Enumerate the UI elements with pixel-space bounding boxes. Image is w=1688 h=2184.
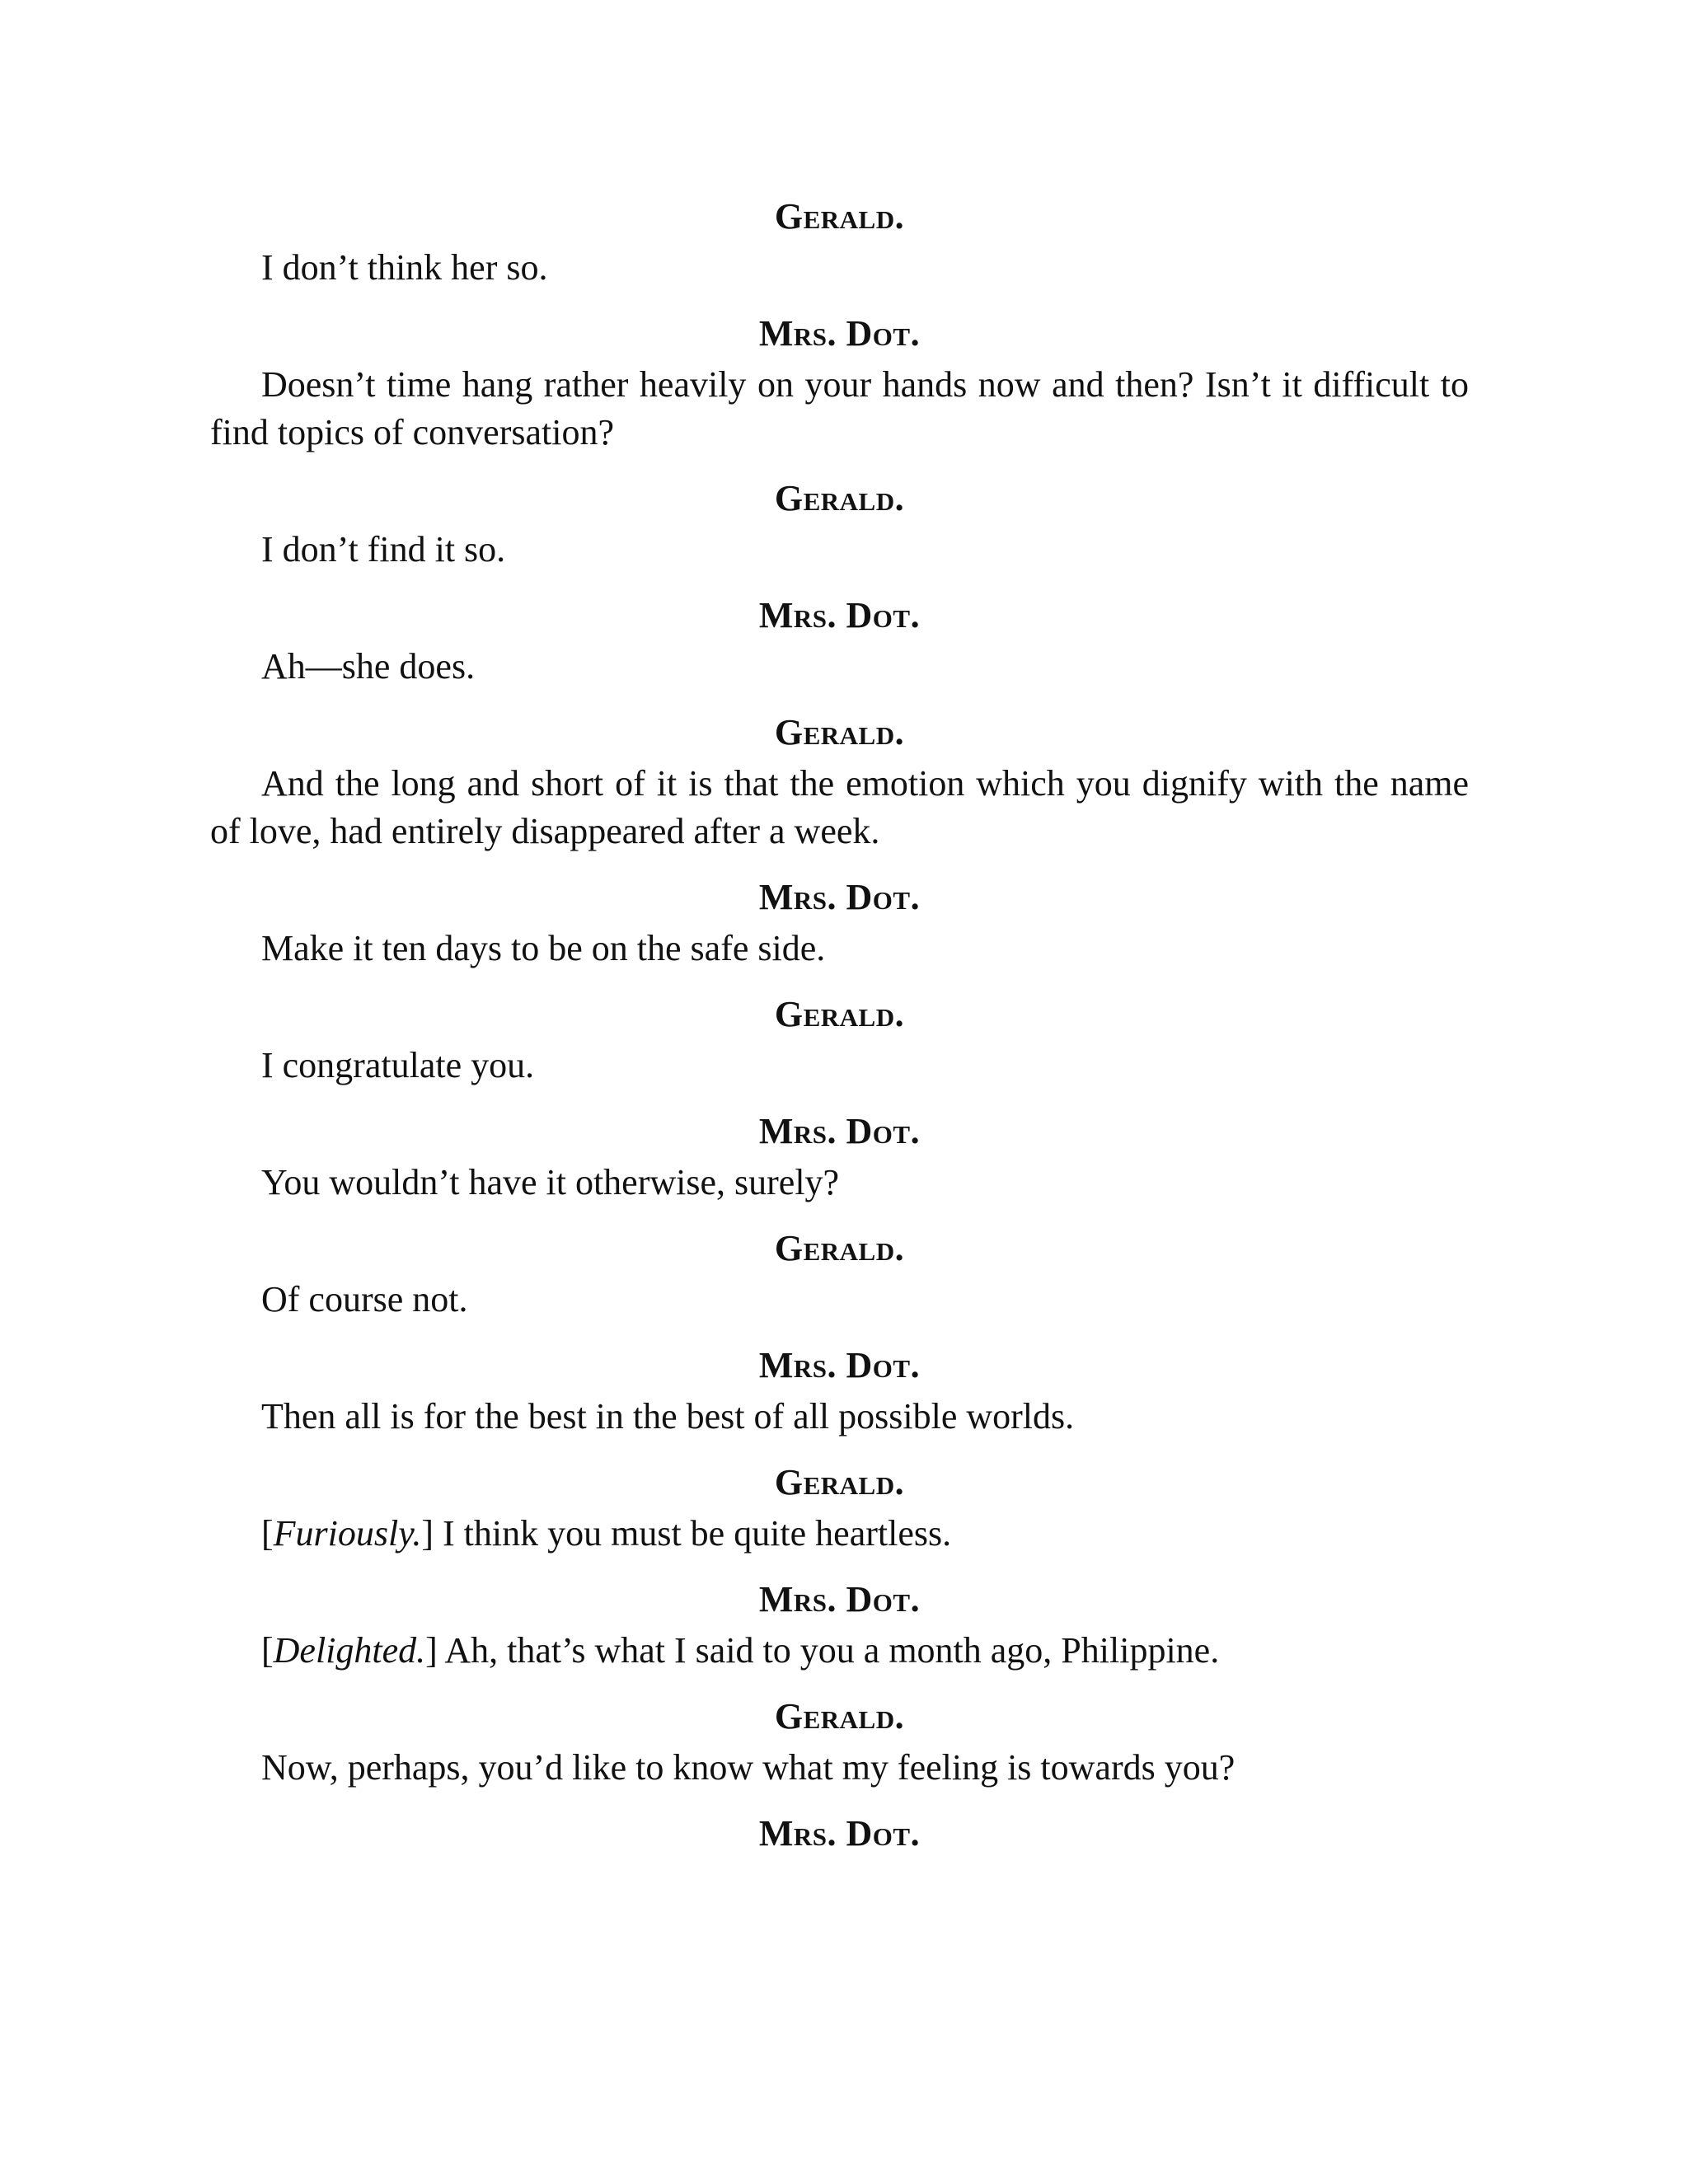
dialogue-text: I think you must be quite heartless. [434, 1513, 952, 1554]
stage-direction: Furiously. [273, 1513, 422, 1554]
bracket-open: [ [261, 1513, 274, 1554]
speaker-heading: Gerald. [774, 478, 905, 518]
speaker-heading: Gerald. [774, 1228, 905, 1268]
dialogue-line: I don’t find it so. [261, 529, 506, 569]
dialogue-line: And the long and short of it is that the emotion which you dignify with the name of love, had entirely disappeared after a week. [210, 763, 1469, 851]
speaker-heading: Mrs. Dot. [758, 595, 921, 635]
speaker-heading: Mrs. Dot. [758, 877, 921, 917]
speaker-heading: Mrs. Dot. [758, 313, 921, 354]
dialogue-line [210, 1627, 1469, 1675]
script-page [210, 190, 1469, 1861]
dialogue-line: I congratulate you. [261, 1045, 535, 1085]
dialogue-line: Now, perhaps, you’d like to know what my feeling is towards you? [261, 1747, 1236, 1788]
dialogue-line: Of course not. [261, 1279, 468, 1319]
dialogue-text: Ah, that’s what I said to you a month ago, Philippine. [437, 1630, 1220, 1671]
speaker-heading: Mrs. Dot. [758, 1579, 921, 1619]
speaker-heading: Mrs. Dot. [758, 1345, 921, 1385]
speaker-heading: Gerald. [774, 196, 905, 237]
dialogue-line [210, 1510, 1469, 1558]
speaker-heading: Gerald. [774, 994, 905, 1034]
dialogue-line: Then all is for the best in the best of all possible worlds. [261, 1396, 1075, 1436]
speaker-heading: Gerald. [774, 712, 905, 752]
bracket-close: ] [425, 1630, 438, 1671]
dialogue-line: Doesn’t time hang rather heavily on your hands now and then? Isn’t it difficult to find topics of conversation? [210, 364, 1469, 452]
dialogue-line: Make it ten days to be on the safe side. [261, 928, 826, 968]
speaker-heading: Gerald. [774, 1696, 905, 1736]
speaker-heading: Mrs. Dot. [758, 1111, 921, 1151]
stage-direction: Delighted. [273, 1630, 426, 1671]
speaker-heading: Mrs. Dot. [758, 1813, 921, 1854]
bracket-open: [ [261, 1630, 274, 1671]
bracket-close: ] [421, 1513, 434, 1554]
dialogue-line: I don’t think her so. [261, 247, 548, 288]
dialogue-line: You wouldn’t have it otherwise, surely? [261, 1162, 840, 1202]
dialogue-line: Ah—she does. [261, 646, 476, 687]
speaker-heading: Gerald. [774, 1462, 905, 1502]
